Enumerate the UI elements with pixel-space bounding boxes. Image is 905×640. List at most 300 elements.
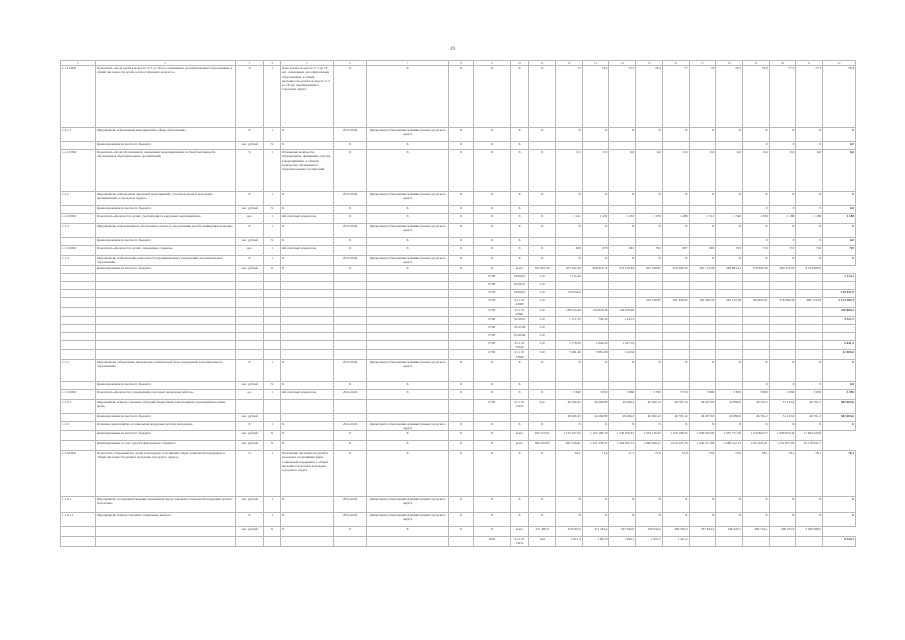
table-cell — [796, 333, 823, 341]
table-cell: Х — [689, 128, 716, 142]
table-cell: 381 172,58 — [716, 298, 743, 307]
table-cell: 1 — [264, 451, 280, 497]
table-cell — [769, 307, 796, 316]
table-cell — [449, 307, 474, 316]
table-cell — [367, 333, 449, 341]
table-cell — [235, 341, 264, 350]
table-row — [61, 513, 856, 527]
table-cell — [334, 413, 367, 421]
table-cell — [582, 142, 609, 150]
table-cell — [556, 333, 583, 341]
table-cell — [61, 206, 96, 214]
table-cell: 81,1 — [556, 451, 583, 497]
table-cell: Х — [473, 359, 510, 381]
table-cell: Х — [510, 238, 528, 246]
table-cell: Х — [769, 513, 796, 527]
table-cell: Х — [689, 513, 716, 527]
table-cell — [61, 537, 96, 546]
table-row — [61, 441, 856, 451]
table-cell: Х — [556, 192, 583, 206]
table-cell: Х — [449, 206, 474, 214]
column-number-cell: 16 — [662, 61, 689, 66]
table-cell: 2014-2024 — [334, 389, 367, 399]
table-cell: Х — [367, 66, 449, 128]
table-row — [61, 266, 856, 274]
table-cell: Х — [556, 513, 583, 527]
table-cell: Х — [609, 513, 636, 527]
table-cell: Х — [280, 527, 333, 537]
column-number-cell: 4 — [264, 61, 280, 66]
table-cell — [367, 537, 449, 546]
table-cell: 366 595,6 — [662, 527, 689, 537]
table-cell — [742, 333, 769, 341]
row-description-cell: Показатель «Доля обучающихся, охваченных мероприятиями, в общей численности обучающихся образовательных организаций» — [95, 150, 235, 192]
table-cell — [280, 274, 333, 282]
table-cell: 0,0 — [823, 381, 856, 389]
table-row — [61, 350, 856, 359]
table-cell — [662, 317, 689, 325]
table-cell — [636, 307, 663, 316]
table-cell: Х — [235, 192, 264, 206]
table-cell: чел. — [235, 246, 264, 256]
table-cell: 1 066 939,21 — [636, 441, 663, 451]
table-cell: Департамент образования Администрации городского округа — [367, 513, 449, 527]
table-cell — [449, 282, 474, 290]
row-description-cell: Показатель «Количество детей, охваченных отдыхом» — [95, 246, 235, 256]
table-cell: Х — [529, 389, 556, 399]
table-cell: 710 — [742, 246, 769, 256]
table-cell — [334, 290, 367, 298]
table-cell: 687 — [662, 246, 689, 256]
row-description-cell — [95, 290, 235, 298]
table-cell — [235, 537, 264, 546]
table-cell: Х — [769, 359, 796, 381]
table-cell: 1 120 804,77 — [742, 431, 769, 441]
table-cell: 0703 — [473, 298, 510, 307]
table-cell: 3 950 — [823, 389, 856, 399]
table-cell: 6,5 — [556, 150, 583, 192]
table-cell: Х — [769, 192, 796, 206]
table-cell: 2014-2024 — [334, 256, 367, 266]
table-cell — [529, 142, 556, 150]
table-cell — [449, 399, 474, 413]
table-cell: 3510231 — [510, 282, 528, 290]
table-cell: Х — [689, 192, 716, 206]
table-cell: 357 442,20 — [556, 266, 583, 274]
table-cell: Х — [796, 421, 823, 430]
table-cell — [280, 350, 333, 359]
table-cell: Х — [449, 451, 474, 497]
table-cell: % — [235, 150, 264, 192]
table-cell — [235, 274, 264, 282]
table-cell: 1.1.1.ПМ1 — [61, 66, 96, 128]
table-cell: 311 434,2 — [582, 527, 609, 537]
table-cell: Х — [367, 389, 449, 399]
table-cell: 5 631,2 — [823, 341, 856, 350]
table-cell: - — [823, 325, 856, 333]
table-cell — [280, 290, 333, 298]
table-cell: Х — [742, 128, 769, 142]
table-cell: Х — [556, 359, 583, 381]
table-cell: Х — [796, 128, 823, 142]
table-cell: Х — [662, 421, 689, 430]
table-cell — [689, 206, 716, 214]
table-cell — [556, 206, 583, 214]
table-cell — [235, 298, 264, 307]
table-cell: Х — [264, 142, 280, 150]
table-cell: 1 411 — [556, 214, 583, 224]
table-cell: 3 327,2 — [823, 317, 856, 325]
table-cell: Х — [510, 224, 528, 238]
table-cell: 1 — [264, 421, 280, 430]
table-cell — [689, 307, 716, 316]
table-cell: 138 914,40 — [556, 307, 583, 316]
table-cell: Х — [510, 381, 528, 389]
table-cell: 480 114,93 — [796, 298, 823, 307]
table-cell: 1 090 874,34 — [769, 431, 796, 441]
table-cell: ед. — [235, 389, 264, 399]
table-cell — [449, 298, 474, 307]
table-cell — [796, 290, 823, 298]
row-description-cell — [95, 333, 235, 341]
table-cell: 0 — [769, 206, 796, 214]
table-cell: Х — [796, 192, 823, 206]
table-cell: Х — [689, 421, 716, 430]
table-cell: Х — [636, 128, 663, 142]
table-cell: 1 010 118,45 — [636, 431, 663, 441]
column-number-cell: 7 — [367, 61, 449, 66]
table-cell: 384 893,41 — [742, 298, 769, 307]
table-cell: Х — [473, 266, 510, 274]
table-cell — [61, 290, 96, 298]
column-number-cell: 5 — [280, 61, 333, 66]
table-cell: Х — [689, 224, 716, 238]
table-cell: Х — [235, 513, 264, 527]
table-cell — [334, 537, 367, 546]
table-cell: тыс. рублей — [235, 381, 264, 389]
row-description-cell: финансирование из местного бюджета — [95, 413, 235, 421]
table-cell: Х — [367, 246, 449, 256]
table-cell: Х — [529, 497, 556, 513]
table-cell: 7 481,40 — [556, 350, 583, 359]
table-cell: 136 978,40 — [609, 307, 636, 316]
table-cell: Х — [742, 359, 769, 381]
table-cell: 01 1 01 47601 — [510, 307, 528, 316]
table-cell: 337 494,2 — [689, 527, 716, 537]
table-cell: 3 640 — [556, 389, 583, 399]
table-cell: Абсолютный показатель — [280, 389, 333, 399]
table-cell — [556, 381, 583, 389]
table-cell — [716, 282, 743, 290]
table-cell — [367, 325, 449, 333]
table-cell: 932 275,97 — [529, 431, 556, 441]
table-cell: Х — [449, 128, 474, 142]
table-cell: Х — [636, 192, 663, 206]
table-cell: Х — [367, 431, 449, 441]
column-number-cell: 9 — [473, 61, 510, 66]
column-number-cell: 18 — [716, 61, 743, 66]
table-cell: 11 004 220,8 — [796, 431, 823, 441]
table-cell: 46 300,12 — [636, 413, 663, 421]
row-description-cell: Показатель «Удельный вес детей и молодежи, получивших меры социальной поддержки, в общей численности детей и молодежи городского округа» — [95, 451, 235, 497]
table-row — [61, 527, 856, 537]
row-description-cell: финансирование из местного бюджета — [95, 142, 235, 150]
table-cell: Х — [367, 266, 449, 274]
table-cell — [264, 413, 280, 421]
table-cell: тыс. рублей — [235, 238, 264, 246]
table-cell — [264, 325, 280, 333]
table-cell — [769, 274, 796, 282]
column-number-cell: 19 — [742, 61, 769, 66]
table-cell: 1 114,2 — [823, 274, 856, 282]
table-cell: Х — [264, 527, 280, 537]
table-cell: 0 — [742, 142, 769, 150]
table-cell — [742, 537, 769, 546]
table-cell — [769, 537, 796, 546]
table-cell: тыс. рублей — [235, 527, 264, 537]
table-cell: 71,9 — [636, 451, 663, 497]
table-cell: Х — [449, 150, 474, 192]
table-cell — [367, 290, 449, 298]
table-cell — [529, 206, 556, 214]
table-cell — [636, 238, 663, 246]
table-cell — [449, 274, 474, 282]
table-cell: 1 102,6 — [609, 350, 636, 359]
table-cell: 0 — [796, 142, 823, 150]
table-cell — [556, 142, 583, 150]
table-cell: Х — [473, 214, 510, 224]
table-cell: 49 496,3 — [609, 399, 636, 413]
table-cell: 0703 — [473, 341, 510, 350]
table-cell — [716, 274, 743, 282]
table-cell: Х — [280, 256, 333, 266]
table-cell — [449, 317, 474, 325]
table-cell: 6,6 — [662, 150, 689, 192]
table-cell — [823, 333, 856, 341]
table-cell: 2014-2024 — [334, 128, 367, 142]
table-cell: 3 850 — [716, 389, 743, 399]
table-cell: Х — [529, 256, 556, 266]
table-cell: Абсолютный показатель — [280, 246, 333, 256]
table-cell: Х — [449, 389, 474, 399]
table-row — [61, 421, 856, 430]
table-cell — [264, 274, 280, 282]
table-cell: Х — [473, 66, 510, 128]
table-cell — [61, 274, 96, 282]
table-cell — [61, 441, 96, 451]
table-cell — [769, 317, 796, 325]
table-cell — [61, 381, 96, 389]
table-cell: 3 260 098,5 — [796, 527, 823, 537]
table-cell — [636, 142, 663, 150]
table-cell — [582, 381, 609, 389]
table-cell: 1.1.5.1 — [61, 399, 96, 413]
table-cell: Х — [716, 359, 743, 381]
table-cell — [769, 282, 796, 290]
table-cell — [367, 282, 449, 290]
row-description-cell: Мероприятие «Проведение мероприятий в сфере образования» — [95, 128, 235, 142]
table-cell: 510 — [529, 341, 556, 350]
table-cell — [662, 274, 689, 282]
table-cell — [582, 290, 609, 298]
table-cell: 1 — [264, 359, 280, 381]
table-cell: Х — [529, 513, 556, 527]
table-cell: 0709 — [473, 317, 510, 325]
table-cell — [264, 333, 280, 341]
table-cell: 5511230 — [510, 325, 528, 333]
table-cell — [662, 325, 689, 333]
table-cell: 0709 — [473, 274, 510, 282]
table-cell: 1 — [264, 224, 280, 238]
table-row — [61, 537, 856, 546]
table-cell — [796, 325, 823, 333]
table-cell: Абсолютный показатель — [280, 214, 333, 224]
table-cell — [689, 341, 716, 350]
table-row — [61, 451, 856, 497]
table-cell — [61, 325, 96, 333]
table-cell — [636, 333, 663, 341]
table-cell: 370 126,85 — [636, 298, 663, 307]
table-cell — [367, 274, 449, 282]
table-cell: Х — [582, 192, 609, 206]
table-cell: Х — [449, 266, 474, 274]
table-cell: Х — [823, 224, 856, 238]
table-cell: 350 462,50 — [689, 298, 716, 307]
table-cell — [510, 413, 528, 421]
table-cell: 510 — [529, 325, 556, 333]
table-row — [61, 317, 856, 325]
table-cell — [689, 333, 716, 341]
table-cell: 1 — [264, 128, 280, 142]
table-cell: Х — [473, 128, 510, 142]
page-number: 19 — [450, 47, 455, 52]
table-cell — [61, 266, 96, 274]
table-cell: Х — [334, 441, 367, 451]
table-cell: 1 080 512,13 — [716, 441, 743, 451]
table-cell: Департамент образования Администрации городского округа — [367, 256, 449, 266]
table-cell — [769, 350, 796, 359]
table-cell — [609, 298, 636, 307]
table-cell: 49 496,3 — [609, 413, 636, 421]
table-cell: Х — [529, 246, 556, 256]
table-cell — [449, 341, 474, 350]
table-cell — [662, 350, 689, 359]
table-cell — [716, 537, 743, 546]
table-cell: Департамент образования Администрации городского округа — [367, 497, 449, 513]
table-cell: 3 750 — [662, 389, 689, 399]
table-cell: 510 — [529, 274, 556, 282]
table-cell: Х — [235, 224, 264, 238]
table-cell — [662, 142, 689, 150]
table-cell: 1.1.1.1 — [61, 128, 96, 142]
row-description-cell: Мероприятие «Организация и обеспечение отдыха и оздоровления детей в каникулярное время» — [95, 224, 235, 238]
table-cell: 71,6 — [582, 451, 609, 497]
table-cell: Х — [449, 441, 474, 451]
table-cell: 510 — [529, 307, 556, 316]
table-cell: Х — [529, 128, 556, 142]
table-cell: Х — [334, 431, 367, 441]
budget-program-table — [60, 60, 856, 547]
table-cell — [609, 142, 636, 150]
table-cell: Х — [367, 214, 449, 224]
table-cell: 76,4 — [636, 66, 663, 128]
table-cell: 1 — [264, 246, 280, 256]
table-cell — [61, 142, 96, 150]
table-cell — [662, 282, 689, 290]
table-cell: Доля детей в возрасте от 5 до 18 лет, охваченных дополнительным образованием, к общей численности детей в возрасте от 5 до 18 лет, проживающих в городском округе — [280, 66, 333, 128]
table-cell — [716, 333, 743, 341]
table-cell: Х — [510, 389, 528, 399]
table-cell — [689, 142, 716, 150]
table-cell: Х — [529, 451, 556, 497]
row-description-cell — [95, 325, 235, 333]
row-description-cell — [95, 274, 235, 282]
table-cell: 318 291,6 — [556, 527, 583, 537]
table-cell: 381 172,58 — [689, 266, 716, 274]
table-cell: Х — [716, 128, 743, 142]
table-cell: Х — [742, 513, 769, 527]
table-cell: 1 135 457,32 — [556, 431, 583, 441]
table-cell: Х — [367, 150, 449, 192]
table-cell: Х — [796, 359, 823, 381]
table-cell — [529, 238, 556, 246]
table-cell: 612 — [529, 399, 556, 413]
table-cell: 1 171,55 — [556, 317, 583, 325]
table-cell: Х — [449, 192, 474, 206]
table-cell — [280, 282, 333, 290]
row-description-cell — [95, 341, 235, 350]
table-cell: % — [235, 451, 264, 497]
column-number-cell: 11 — [529, 61, 556, 66]
table-cell: Х — [449, 431, 474, 441]
table-cell: Х — [823, 497, 856, 513]
table-cell: Х — [742, 421, 769, 430]
table-cell: Х — [334, 266, 367, 274]
column-number-cell: 14 — [609, 61, 636, 66]
table-cell — [280, 325, 333, 333]
table-cell: 75,3 — [609, 66, 636, 128]
table-cell: Х — [473, 192, 510, 206]
table-cell: 1 — [264, 214, 280, 224]
table-cell: 1.1.2 — [61, 192, 96, 206]
column-number-cell: 17 — [689, 61, 716, 66]
table-cell: 2014-2024 — [334, 359, 367, 381]
table-cell — [662, 206, 689, 214]
table-cell: 410 809,2 — [823, 307, 856, 316]
table-cell: тыс. рублей — [235, 497, 264, 513]
table-cell: Х — [280, 238, 333, 246]
table-cell: 693 — [689, 246, 716, 256]
row-description-cell: Мероприятие «Укрепление материально-технической базы учреждений дополнительного образования» — [95, 359, 235, 381]
table-cell: Х — [334, 381, 367, 389]
table-cell — [61, 307, 96, 316]
table-cell: 1.1.3.ПМ1 — [61, 246, 96, 256]
table-cell: 1.1.2.ПМ1 — [61, 214, 96, 224]
table-cell: Х — [473, 150, 510, 192]
table-cell: 1 453 — [609, 214, 636, 224]
table-cell: Х — [529, 66, 556, 128]
table-cell: всего — [510, 527, 528, 537]
table-cell: 72 — [556, 66, 583, 128]
table-cell — [235, 350, 264, 359]
table-cell: 77,3 — [823, 66, 856, 128]
table-cell: Х — [264, 431, 280, 441]
table-cell: чел. — [235, 214, 264, 224]
table-cell: 3 950 — [796, 389, 823, 399]
table-cell: 01 1 01 72040 — [510, 350, 528, 359]
table-cell — [609, 290, 636, 298]
table-cell: 384 724,1 — [742, 527, 769, 537]
